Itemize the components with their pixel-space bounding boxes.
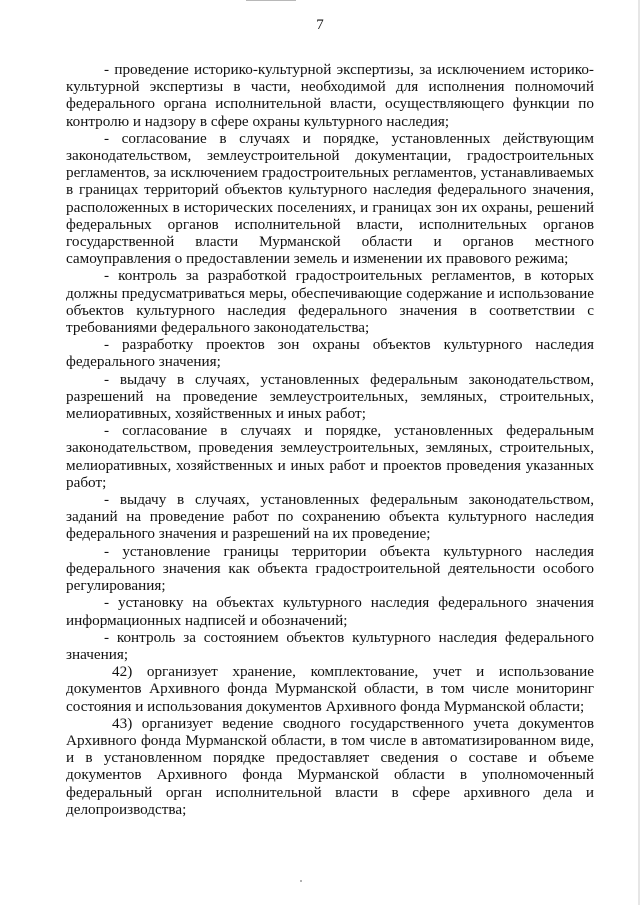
paragraph-preservation-tasks: - выдачу в случаях, установленных федеральным законодательством, заданий на проведение работ по сохранению объекта культурного наследия федерального значения и разрешений на их проведение; — [66, 491, 594, 543]
scan-speck — [300, 880, 302, 882]
paragraph-work-permits: - выдачу в случаях, установленных федеральным законодательством, разрешений на проведение землеустроительных, земляных, строительных, мелиоративных, хозяйственных и иных работ; — [66, 370, 594, 423]
paragraph-historical-expertise: - проведение историко-культурной экспертизы, за исключением историко-культурной экспертизы в части, необходимой для исполнения полномочий федерального органа исполнительной власти, осуществляющего функции по контролю и надзору в сфере охраны культурного наследия; — [66, 61, 594, 130]
paragraph-information-signs: - установку на объектах культурного наследия федерального значения информационных надписей и обозначений; — [66, 594, 594, 629]
page-number: 7 — [316, 17, 324, 33]
paragraph-item-43: 43) организует ведение сводного государственного учета документов Архивного фонда Мурманской области, в том числе в автоматизированном виде, и в установленном порядке предоставляет сведения о составе и объеме документов Архивного фонда Мурманской области в уполномоченный федеральный орган исполнительной власти в сфере архивного дела и делопроизводства; — [66, 714, 594, 818]
paragraph-item-42: 42) организует хранение, комплектование, учет и использование документов Архивного фонда Мурманской области, в том числе мониторинг состояния и использования документов Архивного фонда Мурманской области; — [66, 663, 594, 715]
document-body — [66, 61, 594, 818]
paragraph-territory-boundaries: - установление границы территории объекта культурного наследия федерального значения как объекта градостроительной деятельности особого регулирования; — [66, 542, 594, 595]
paragraph-protection-zones: - разработку проектов зон охраны объектов культурного наследия федерального значения; — [66, 336, 594, 371]
paragraph-work-approval: - согласование в случаях и порядке, установленных федеральным законодательством, проведения землеустроительных, земляных, строительных, мелиоративных, хозяйственных и иных работ и проектов проведения указанных работ; — [66, 422, 594, 491]
scan-artifact-line — [246, 0, 296, 1]
paragraph-condition-control: - контроль за состоянием объектов культурного наследия федерального значения; — [66, 628, 594, 663]
paragraph-land-documentation-approval: - согласование в случаях и порядке, установленных действующим законодательством, землеустроительной документации, градостроительных регламентов, за исключением градостроительных регламентов, устанавливаемых в границах территорий объектов культурного наследия федерального значения, расположенных в исторических поселениях, и границах зон их охраны, решений федеральных органов исполнительной власти, исполнительных органов государственной власти Мурманской области и органов местного самоуправления о предоставлении земель и изменении их правового режима; — [66, 129, 594, 268]
paragraph-regulations-control: - контроль за разработкой градостроительных регламентов, в которых должны предусматриваться меры, обеспечивающие содержание и использование объектов культурного наследия федерального значения в соответствии с требованиями федерального законодательства; — [66, 267, 594, 337]
